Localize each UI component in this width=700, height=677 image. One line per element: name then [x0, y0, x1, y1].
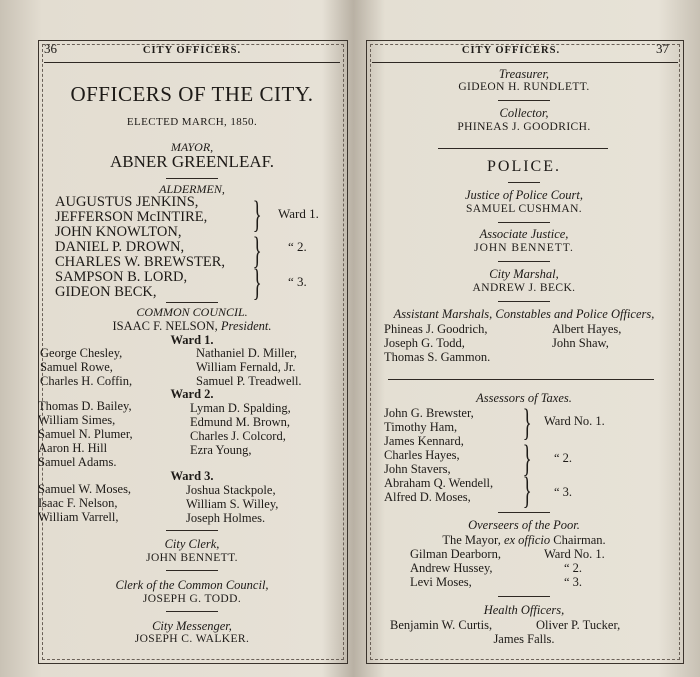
overseer: Gilman Dearborn, [410, 547, 501, 561]
councilman: Lyman D. Spalding, [190, 401, 291, 415]
councilman: Samuel N. Plumer, [38, 427, 133, 441]
divider [498, 100, 550, 101]
councilman: William Varrell, [38, 510, 119, 524]
section-rule [438, 148, 608, 149]
brace-icon: } [252, 230, 262, 272]
associate-title: Associate Justice, [479, 227, 569, 241]
associate-name: JOHN BENNETT. [474, 242, 574, 254]
ward-label: “ 2. [554, 451, 573, 465]
justice-title: Justice of Police Court, [464, 188, 584, 202]
ward2-heading: Ward 2. [170, 387, 214, 401]
left-running-head: CITY OFFICERS. [142, 45, 242, 56]
assessor: Abraham Q. Wendell, [384, 476, 494, 490]
ward-label: Ward 1. [278, 206, 319, 221]
alderman: AUGUSTUS JENKINS, [55, 194, 199, 210]
brace-icon: } [522, 470, 532, 512]
assessor: Timothy Ham, [384, 420, 458, 434]
treasurer-title: Treasurer, [498, 67, 550, 81]
alderman: GIDEON BECK, [55, 284, 157, 300]
divider [498, 596, 550, 597]
collector-name: PHINEAS J. GOODRICH. [457, 121, 591, 133]
council-president [38, 319, 346, 334]
assessor: John G. Brewster, [384, 406, 474, 420]
alderman: JEFFERSON McINTIRE, [55, 209, 208, 225]
justice-name: SAMUEL CUSHMAN. [465, 203, 583, 215]
councilman: Samuel W. Moses, [38, 482, 132, 496]
councilman: Nathaniel D. Miller, [196, 346, 297, 360]
treasurer-name: GIDEON H. RUNDLETT. [458, 81, 590, 93]
councilman: Joseph Holmes. [186, 511, 266, 525]
left-page-number: 36 [44, 41, 57, 56]
divider [498, 512, 550, 513]
messenger-name: JOSEPH C. WALKER. [134, 633, 250, 645]
councilman: Thomas D. Bailey, [38, 399, 132, 413]
page-title: OFFICERS OF THE CITY. [70, 82, 314, 106]
council-clerk-name: JOSEPH G. TODD. [142, 593, 242, 605]
overseers-mayor-line [366, 533, 682, 548]
ward-label: “ 3. [564, 575, 583, 589]
marshal-name: ANDREW J. BECK. [472, 282, 576, 294]
health-officer: Benjamin W. Curtis, [390, 618, 493, 632]
overseers-title: Overseers of the Poor. [468, 518, 580, 532]
assessor: John Stavers, [384, 462, 451, 476]
ward-label: “ 3. [288, 274, 307, 289]
councilman: Charles J. Colcord, [190, 429, 286, 443]
assessors-title: Assessors of Taxes. [476, 391, 572, 405]
council-clerk-title: Clerk of the Common Council, [115, 578, 269, 592]
officer: Thomas S. Gammon. [384, 350, 491, 364]
elected-line: ELECTED MARCH, 1850. [126, 116, 258, 128]
assessor: James Kennard, [384, 434, 464, 448]
divider [166, 302, 218, 303]
marshal-title: City Marshal, [489, 267, 559, 281]
divider [498, 301, 550, 302]
mayor-title: MAYOR, [170, 140, 214, 154]
councilman: Aaron H. Hill [38, 441, 108, 455]
divider [498, 222, 550, 223]
brace-icon: } [522, 438, 532, 480]
councilman: William Fernald, Jr. [196, 360, 296, 374]
ward3-heading: Ward 3. [170, 469, 214, 483]
divider [166, 611, 218, 612]
assessor: Alfred D. Moses, [384, 490, 471, 504]
officer: Joseph G. Todd, [384, 336, 465, 350]
right-page-number: 37 [656, 41, 669, 56]
divider [166, 570, 218, 571]
officer: John Shaw, [552, 336, 609, 350]
councilman: Edmund M. Brown, [190, 415, 290, 429]
ward1-heading: Ward 1. [170, 333, 214, 347]
councilman: William S. Willey, [186, 497, 279, 511]
divider [498, 261, 550, 262]
overseer: Andrew Hussey, [410, 561, 493, 575]
section-rule [388, 379, 654, 380]
ward-label: Ward No. 1. [544, 414, 605, 428]
health-title: Health Officers, [483, 603, 565, 617]
president-label: President. [220, 319, 272, 333]
councilman: Charles H. Coffin, [40, 374, 133, 388]
councilman: Samuel P. Treadwell. [196, 374, 302, 388]
clerk-name: JOHN BENNETT. [146, 552, 238, 564]
council-title: COMMON COUNCIL. [136, 305, 248, 319]
councilman: William Simes, [38, 413, 116, 427]
overseer: Levi Moses, [410, 575, 472, 589]
right-head-rule [372, 62, 678, 63]
mayor-name: ABNER GREENLEAF. [110, 152, 274, 171]
right-page [358, 0, 700, 677]
officer: Albert Hayes, [552, 322, 622, 336]
ward-label: “ 2. [564, 561, 583, 575]
aldermen-title: ALDERMEN, [159, 182, 225, 196]
brace-icon: } [252, 194, 262, 236]
president-name: ISAAC F. NELSON, [112, 319, 218, 333]
alderman: DANIEL P. DROWN, [55, 239, 185, 255]
health-officer: Oliver P. Tucker, [536, 618, 621, 632]
alderman: SAMPSON B. LORD, [55, 269, 188, 285]
divider [508, 182, 540, 183]
councilman: Joshua Stackpole, [186, 483, 276, 497]
collector-title: Collector, [499, 106, 549, 120]
councilman: George Chesley, [40, 346, 123, 360]
health-officer: James Falls. [493, 632, 555, 646]
councilman: Isaac F. Nelson, [38, 496, 118, 510]
councilman: Samuel Rowe, [40, 360, 113, 374]
police-title: POLICE. [487, 158, 561, 175]
chairman: Chairman. [553, 533, 606, 547]
clerk-title: City Clerk, [164, 537, 220, 551]
assessor: Charles Hayes, [384, 448, 460, 462]
councilman: Samuel Adams. [38, 455, 117, 469]
divider [166, 178, 218, 179]
right-running-head: CITY OFFICERS. [461, 45, 561, 56]
overseers-mayor: The Mayor, [442, 533, 501, 547]
councilman: Ezra Young, [190, 443, 252, 457]
left-head-rule [44, 62, 340, 63]
ward-label: “ 3. [554, 485, 573, 499]
ward-label: Ward No. 1. [544, 547, 605, 561]
assistants-title: Assistant Marshals, Constables and Police Officers, [393, 307, 655, 321]
brace-icon: } [522, 402, 532, 444]
ex-officio: ex officio [503, 533, 551, 547]
ward-label: “ 2. [288, 239, 307, 254]
alderman: JOHN KNOWLTON, [55, 224, 182, 240]
officer: Phineas J. Goodrich, [384, 322, 488, 336]
alderman: CHARLES W. BREWSTER, [55, 254, 225, 270]
divider [166, 530, 218, 531]
messenger-title: City Messenger, [152, 619, 232, 633]
brace-icon: } [252, 262, 262, 304]
